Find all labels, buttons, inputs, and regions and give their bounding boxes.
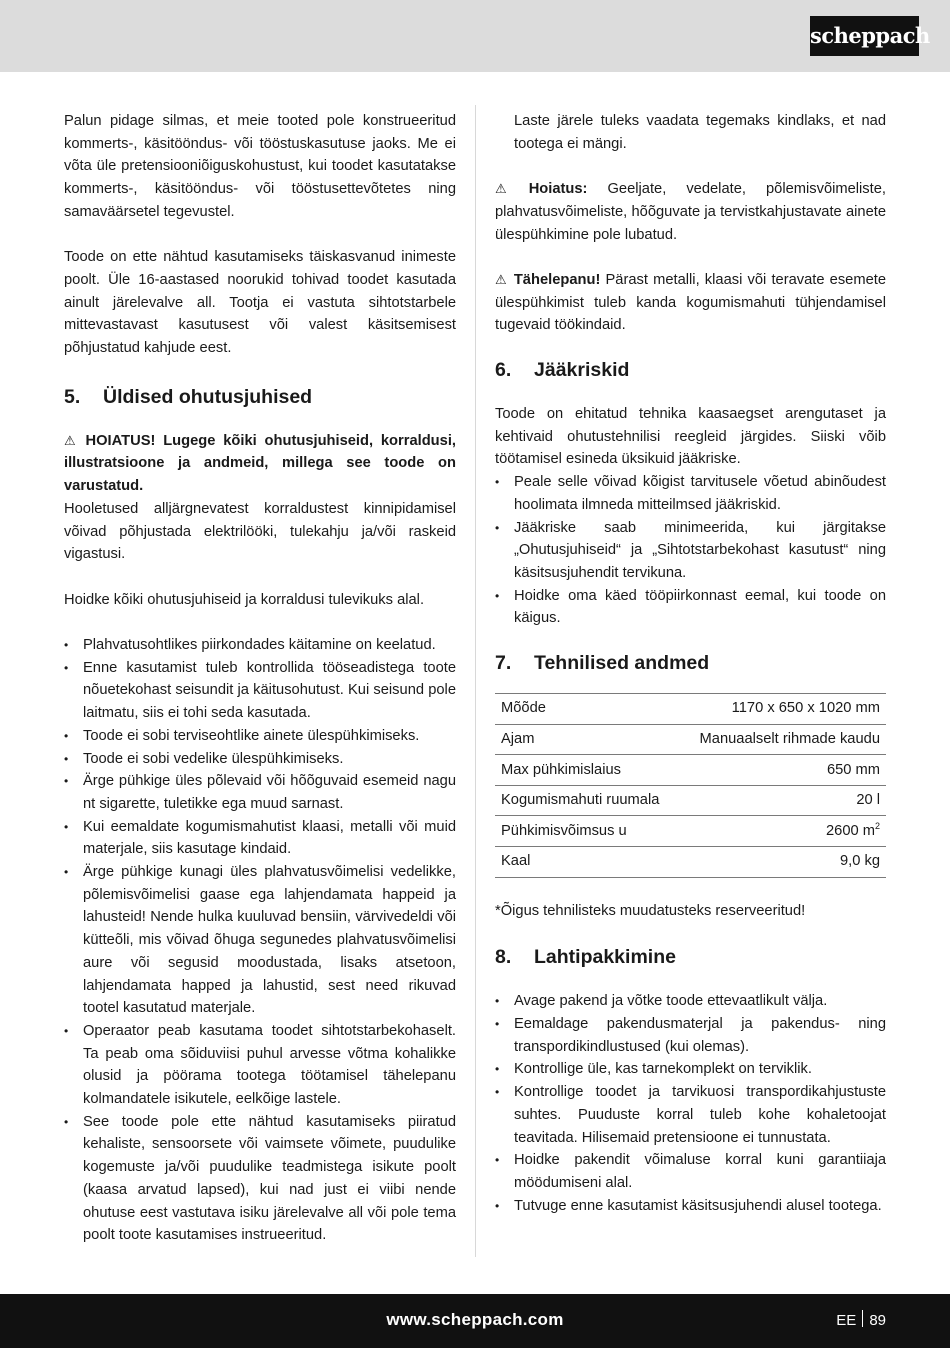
section-title: Lahtipakkimine — [534, 946, 676, 969]
section-title: Tehnilised andmed — [534, 652, 710, 675]
right-column — [495, 110, 886, 1217]
list-item: • See toode pole ette nähtud kasutamiseks piiratud kehaliste, sensoorsete või vaimsete võimete, puudulike kogemuste ja/või puudulike teadmistega isikute poolt (kaasa arvatud lapsed), kui nad just ei viibi nende ohutuse eest vastutava isiku järelevalve all või pole tema poolt toote kasutamises instrueeritud. — [64, 1111, 456, 1247]
spec-value-number: 2600 m — [825, 822, 875, 839]
section-5-heading — [64, 384, 456, 410]
technical-data-table — [495, 693, 886, 878]
spec-label: Kaal — [495, 847, 679, 878]
warning-triangle-icon: ⚠ — [64, 432, 76, 448]
brand-logo: scheppach — [810, 16, 919, 56]
section-title: Jääkriskid — [534, 359, 630, 381]
warning-block — [64, 430, 456, 498]
spec-footnote: *Õigus tehnilisteks muudatusteks reserveeritud! — [495, 902, 806, 919]
warning-text: Hooletused alljärgnevatest korraldustest kinnipidamisel võivad põhjustada elektrilööki, tulekahju ja/või raskeid vigastusi. — [64, 500, 456, 563]
section-8-heading — [495, 944, 886, 970]
children-supervision-text: Laste järele tuleks vaadata tegemaks kindlaks, et nad tootega ei mängi. — [514, 113, 886, 152]
spec-label: Ajam — [495, 724, 679, 755]
list-item: • Hoidke pakendit võimaluse korral kuni garantiiaja möödumiseni alal. — [495, 1149, 886, 1194]
column-divider — [475, 105, 476, 1257]
unpacking-list — [495, 990, 886, 1217]
separator — [862, 1310, 863, 1327]
table-row — [495, 694, 886, 725]
list-item: • Hoidke oma käed tööpiirkonnast eemal, kui toode on käigus. — [495, 585, 886, 630]
spec-value — [679, 816, 886, 847]
warning-bold-text: HOIATUS! Lugege kõiki ohutusjuhiseid, korraldusi, illustratsioone ja andmeid, millega see toode on varustatud. — [64, 432, 456, 495]
hoiatus-text: Geeljate, vedelate, põlemisvõimeliste, plahvatusvõimeliste, hõõguvate ja tervistkahjustavate ainete ülespühkimine pole lubatud. — [495, 181, 886, 243]
list-item: • Peale selle võivad kõigist tarvitusele võetud abinõudest hoolimata ilmneda mitteilmsed jääkriskid. — [495, 471, 886, 516]
keep-instructions-text: Hoidke kõiki ohutusjuhiseid ja korraldusi tulevikuks alal. — [64, 591, 425, 608]
intro-paragraph-age: Toode on ette nähtud kasutamiseks täiskasvanud inimeste poolt. Üle 16-aastased noorukid tohivad toodet kasutada ainult järelevalve all. Tootja ei vastuta sihtotstarbele mittevastavast kasutusest või valest käsitsemisest põhjustatud kahjude eest. — [64, 249, 456, 357]
warning-triangle-icon: ⚠ — [495, 271, 507, 287]
safety-list — [64, 634, 456, 1247]
language-code: EE — [836, 1312, 857, 1329]
section-number: 5. — [64, 385, 81, 408]
list-item: • Operaator peab kasutama toodet sihtotstarbekohaselt. Ta peab oma sõiduviisi puhul arvesse võtma kohalikke olusid ja pöörama tootega töötamisel tähelepanu kolmandatele isikutele, eelkõige lastele. — [64, 1020, 456, 1111]
list-item: • Kui eemaldate kogumismahutist klaasi, metalli või muid materjale, siis kasutage kindaid. — [64, 816, 456, 861]
section-number: 8. — [495, 946, 512, 969]
hoiatus-label: Hoiatus: — [528, 181, 588, 198]
list-item: • Tutvuge enne kasutamist käsitsusjuhendi alusel tootega. — [495, 1195, 886, 1218]
list-item: • Plahvatusohtlikes piirkondades käitamine on keelatud. — [64, 634, 456, 657]
warning-triangle-icon: ⚠ — [495, 181, 507, 197]
list-item: • Jääkriske saab minimeerida, kui järgitakse „Ohutusjuhiseid“ ja „Sihtotstarbekohast kasutust“ ning käsitsusjuhendit tervikuna. — [495, 517, 886, 585]
list-item: • Avage pakend ja võtke toode ettevaatlikult välja. — [495, 990, 886, 1013]
section-number: 6. — [495, 359, 512, 381]
spec-value: 650 mm — [679, 755, 886, 786]
page-footer — [0, 1294, 950, 1348]
left-column — [64, 110, 456, 1247]
intro-paragraph-commercial: Palun pidage silmas, et meie tooted pole konstrueeritud kommerts-, käsitööndus- või tööstuskasutuse jaoks. Me ei võta üle pretensiooniõiguskohustust, kui toodet kasutatakse kommerts-, käsitööndus- või tööstusettevõtetes ning samaväärsetel tegevustel. — [64, 113, 456, 220]
residual-risk-list — [495, 471, 886, 630]
list-item: • Enne kasutamist tuleb kontrollida tööseadistega toote nõuetekohast seisundit ja käitusohutust. Kui seisund pole laitmatu, siis ei tohi seda kasutada. — [64, 657, 456, 725]
spec-value: 9,0 kg — [679, 847, 886, 878]
table-row — [495, 724, 886, 755]
spec-label: Mõõde — [495, 694, 679, 725]
spec-label: Pühkimisvõimsus u — [495, 816, 679, 847]
list-item: • Ärge pühkige üles põlevaid või hõõguvaid esemeid nagu nt sigarette, tuletikke ega muud sarnast. — [64, 770, 456, 815]
list-item: • Eemaldage pakendusmaterjal ja pakendus- ning transpordikindlustused (kui olemas). — [495, 1013, 886, 1058]
table-row — [495, 785, 886, 816]
section-title: Üldised ohutusjuhised — [103, 385, 313, 408]
superscript: 2 — [874, 820, 880, 831]
list-item: • Kontrollige üle, kas tarnekomplekt on terviklik. — [495, 1058, 886, 1081]
spec-value: 20 l — [679, 785, 886, 816]
table-row — [495, 755, 886, 786]
spec-value: Manuaalselt rihmade kaudu — [679, 724, 886, 755]
tahelepanu-label: Tähelepanu! — [513, 271, 601, 288]
list-item: • Toode ei sobi vedelike ülespühkimiseks. — [64, 748, 456, 771]
list-item: • Toode ei sobi terviseohtlike ainete ülespühkimiseks. — [64, 725, 456, 748]
page-header — [0, 0, 950, 72]
spec-value: 1170 x 650 x 1020 mm — [679, 694, 886, 725]
tahelepanu-text: Pärast metalli, klaasi või teravate esemete ülespühkimist tuleb kanda kogumismahuti tühjendamisel tugevaid töökindaid. — [495, 271, 886, 334]
residual-risk-intro: Toode on ehitatud tehnika kaasaegset arengutaset ja kehtivaid ohutustehnilisi reegleid järgides. Siiski võib töötamisel esineda üksikuid jääkriske. — [495, 406, 886, 468]
spec-label: Max pühkimislaius — [495, 755, 679, 786]
spec-label: Kogumismahuti ruumala — [495, 785, 679, 816]
section-7-heading — [495, 650, 886, 676]
table-row — [495, 847, 886, 878]
list-item: • Ärge pühkige kunagi üles plahvatusvõimelisi vedelikke, põlemisvõimelisi gaase ega lahjendamata happeid ja lahusteid! Nende hulka kuuluvad bensiin, värvivedeldi või kütteõli, mis võivad õhuga segunedes plahvatusvõimelisi aure või segusid moodustada, lisaks atsetoon, lahjendamata happed ja lahustid, sest need rikuvad tootel kasutatud materjale. — [64, 861, 456, 1020]
hoiatus-block — [495, 178, 886, 246]
tahelepanu-block — [495, 269, 886, 337]
table-row — [495, 816, 886, 847]
page-indicator — [836, 1310, 886, 1329]
section-number: 7. — [495, 652, 512, 675]
section-6-heading — [495, 357, 886, 383]
website-link[interactable]: www.scheppach.com — [386, 1310, 564, 1329]
page-number: 89 — [869, 1312, 886, 1329]
list-item: • Kontrollige toodet ja tarvikuosi transpordikahjustuste suhtes. Puuduste korral tuleb kohe kohaletoojat teavitada. Hilisemaid pretensioone ei tunnustata. — [495, 1081, 886, 1149]
